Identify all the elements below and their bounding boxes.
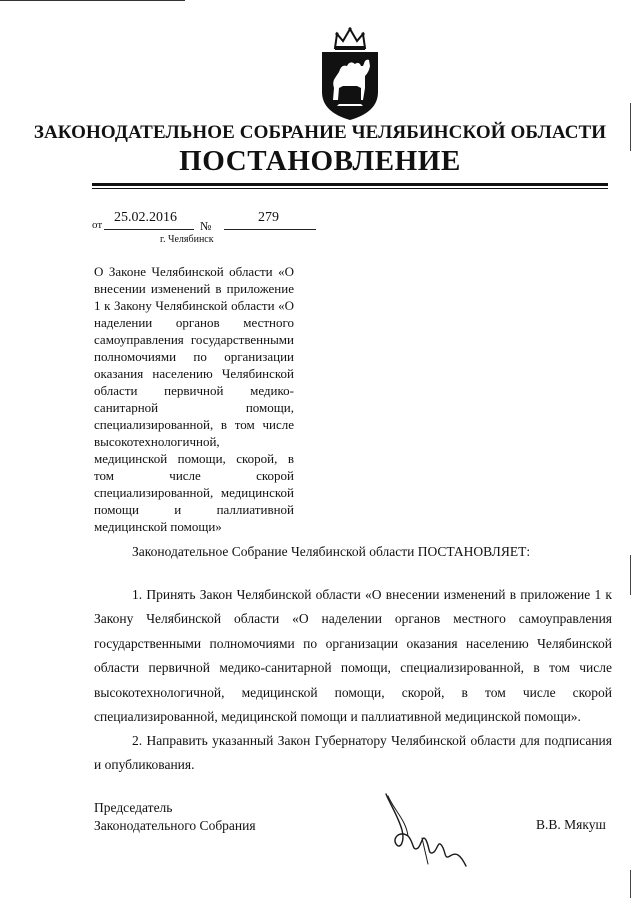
law-subject: О Законе Челябинской области «О внесении изменений в приложение 1 к Закону Челябинской области «О наделении органов местного самоуправления государственными полномочиями по организации оказания населению Челябинской области первичной медико-санитарной помощи, специализированной, в том числе высокотехнологичной, медицинской помощи, скорой, в том числе скорой специализированной, медицинской помощи и паллиативной медицинской помощи» [94, 264, 294, 534]
header-rule-thick [92, 183, 608, 186]
handwritten-signature [378, 790, 476, 872]
number-underline [224, 229, 316, 230]
signatory-position-line1: Председатель [94, 800, 173, 815]
top-edge-rule [0, 0, 185, 1]
preamble: Законодательное Собрание Челябинской области ПОСТАНОВЛЯЕТ: [132, 544, 531, 559]
date-underline [104, 229, 194, 230]
signatory-name: В.В. Мякуш [536, 817, 606, 832]
number-prefix: № [200, 219, 212, 233]
scan-edge-mark [630, 870, 631, 898]
document-type-title: ПОСТАНОВЛЕНИЕ [179, 145, 461, 177]
scan-edge-mark [630, 555, 631, 595]
document-city: г. Челябинск [160, 234, 214, 245]
header-rule-thin [92, 188, 608, 189]
signatory-position [94, 799, 256, 835]
document-date: 25.02.2016 [114, 210, 177, 225]
date-prefix: от [92, 219, 103, 231]
clause-2 [94, 729, 612, 778]
signatory-position-line2: Законодательного Собрания [94, 818, 256, 833]
document-number: 279 [258, 210, 279, 225]
clause-1-text: 1. Принять Закон Челябинской области «О внесении изменений в приложение 1 к Закону Челябинской области «О наделении органов местного самоуправления государственными полномочиями по организации оказания населению Челябинской области первичной медико-санитарной помощи, специализированной, в том числе высокотехнологичной, медицинской помощи, скорой, в том числе скорой специализированной, медицинской помощи и паллиативной медицинской помощи». [94, 587, 612, 725]
coat-of-arms-emblem [317, 26, 383, 122]
clause-2-text: 2. Направить указанный Закон Губернатору Челябинской области для подписания и опубликования. [94, 733, 612, 773]
clause-1 [94, 583, 612, 729]
assembly-title: ЗАКОНОДАТЕЛЬНОЕ СОБРАНИЕ ЧЕЛЯБИНСКОЙ ОБЛАСТИ [33, 122, 607, 143]
